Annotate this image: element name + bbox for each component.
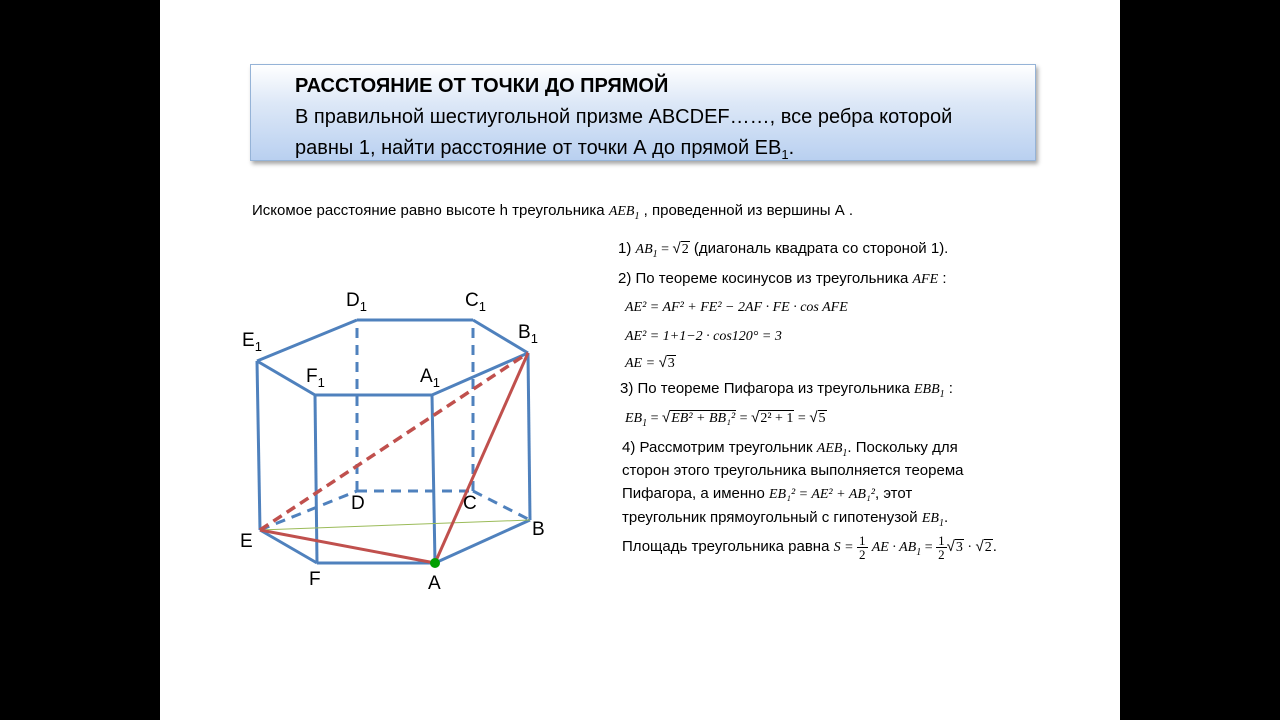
label-c: C — [463, 493, 477, 514]
problem-line-2: равны 1, найти расстояние от точки А до прямой $ЕB_1$. — [295, 137, 795, 162]
hidden-edge-e-d — [260, 491, 357, 530]
label-c1: $C_1$ — [465, 290, 486, 314]
point-a — [430, 558, 440, 568]
edge-a-a1 — [432, 395, 435, 563]
label-e1: $E_1$ — [242, 330, 262, 354]
edge-e1-d1 — [257, 320, 357, 361]
label-a1: $A_1$ — [420, 366, 440, 390]
label-f1: $F_1$ — [306, 366, 325, 390]
intro-text: Искомое расстояние равно высоте h треугольника $AEB_1$ , проведенной из вершины А . — [252, 202, 854, 222]
edge-f-f1 — [315, 395, 317, 563]
step-2: 2) По теореме косинусов из треугольника AFE : — [618, 270, 947, 287]
step-4-line-4: треугольник прямоугольный с гипотенузой $EB_1$. — [622, 509, 949, 529]
step-1: 1) $AB_1 = √2$ (диагональ квадрата со стороной 1). — [618, 240, 949, 260]
edge-a-b — [435, 520, 530, 563]
problem-line-1: В правильной шестиугольной призме ABCDEF……, все ребра которой — [295, 106, 953, 128]
label-f: F — [309, 569, 321, 590]
edge-b-b1 — [528, 353, 530, 520]
slide — [160, 0, 1120, 720]
formula-cosine-values: AE² = 1+1−2 · cos120° = 3 — [625, 329, 782, 344]
step-4-line-3: Пифагора, а именно EB₁² = AE² + AB₁², этот — [622, 485, 913, 502]
formula-cosine: AE² = AF² + FE² − 2AF · FE · cos AFE — [625, 300, 848, 315]
label-a: A — [428, 573, 441, 594]
edge-e-e1 — [257, 361, 260, 530]
segment-e-b — [260, 520, 530, 530]
formula-eb1: $EB_1 = √EB^2 + BB_1^2 = √2^2 + 1 = √5$ — [625, 409, 826, 429]
step-4-line-2: сторон этого треугольника выполняется теорема — [622, 462, 964, 479]
step-4-line-1: 4) Рассмотрим треугольник $AEB_1$. Поскольку для — [622, 439, 958, 459]
hidden-edge-c-b — [473, 491, 530, 520]
step-3: 3) По теореме Пифагора из треугольника $EBB_1$ : — [620, 380, 953, 400]
fraction-half: $\frac{1}{2}$ — [859, 532, 866, 562]
label-e: E — [240, 531, 253, 552]
title-heading: РАССТОЯНИЕ ОТ ТОЧКИ ДО ПРЯМОЙ — [295, 75, 669, 97]
label-d: D — [351, 493, 365, 514]
formula-ae: AE = √3 — [625, 354, 675, 371]
label-d1: $D_1$ — [346, 290, 367, 314]
step-5-area: Площадь треугольника равна S = $\frac{1}{2}$ AE · $AB_1$ = $\frac{1}{2}$ √3 · √2. — [622, 532, 997, 562]
prism-figure — [160, 0, 1120, 720]
fraction-half-2: $\frac{1}{2}$ — [938, 532, 945, 562]
label-b: B — [532, 519, 545, 540]
label-b1: $B_1$ — [518, 322, 538, 346]
